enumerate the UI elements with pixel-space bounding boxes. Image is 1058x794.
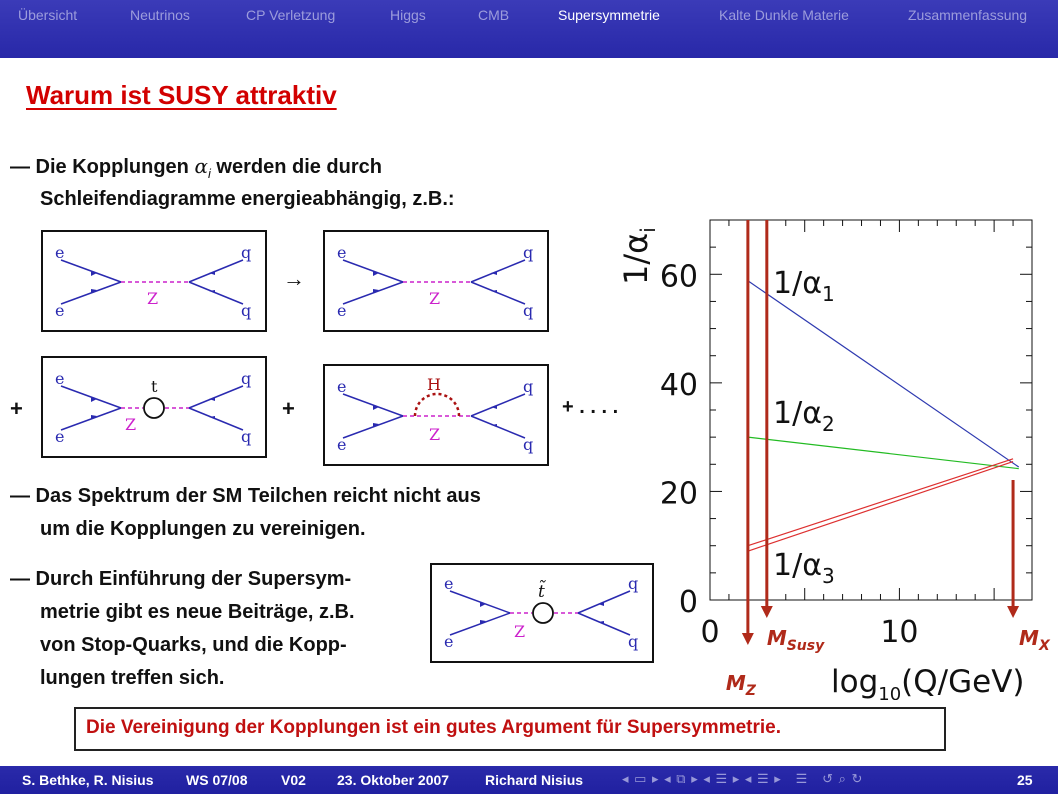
bullet-3-line-2: metrie gibt es neue Beiträge, z.B.: [40, 601, 355, 623]
bullet-1-line-1: [10, 154, 382, 181]
marker-label-z: $M_Z$: [725, 671, 756, 699]
coupling-unification-chart: [615, 205, 1055, 700]
conclusion-box: [74, 707, 946, 751]
footer-term: WS 07/08: [186, 772, 248, 788]
label-e: e: [55, 427, 65, 446]
bullet-1-suffix: werden die durch: [210, 156, 382, 178]
conclusion-text: Die Vereinigung der Kopplungen ist ein gutes Argument für Supersymmetrie.: [86, 717, 782, 738]
continuation-dots: + . . . .: [562, 396, 619, 418]
series-line-1: [748, 281, 1019, 467]
feynman-diagram-tree-2: [323, 230, 549, 332]
series-line-4: [748, 462, 1013, 552]
label-q: q: [523, 301, 534, 320]
series-label-1: $1/\alpha_1$: [773, 266, 835, 306]
x-axis-label: $\log_{10}(Q/GeV)$: [831, 664, 1025, 700]
label-e: e: [337, 435, 347, 454]
nav-item-cp-verletzung[interactable]: CP Verletzung: [246, 7, 336, 23]
label-e: e: [337, 301, 347, 320]
slide-title: Warum ist SUSY attraktiv: [26, 80, 337, 110]
plus-symbol: +: [282, 396, 295, 421]
label-z: Z: [429, 289, 441, 308]
alpha-subscript: i: [207, 166, 211, 181]
label-z: Z: [514, 622, 526, 641]
footer-presenter: Richard Nisius: [485, 772, 584, 788]
label-stop: t̃: [538, 582, 545, 602]
marker-arrowhead: [1007, 606, 1019, 618]
label-t: t: [151, 377, 158, 396]
marker-arrowhead: [742, 633, 754, 645]
label-e: e: [55, 369, 65, 388]
series-label-3: $1/\alpha_3$: [773, 548, 835, 588]
nav-item-cmb[interactable]: CMB: [478, 7, 510, 23]
label-z: Z: [429, 425, 441, 444]
y-tick-label: 60: [659, 259, 698, 295]
bullet-2-line-1: — Das Spektrum der SM Teilchen reicht nicht aus: [10, 485, 481, 507]
y-tick-label: 20: [659, 476, 698, 512]
bullet-3-line-3: von Stop-Quarks, und die Kopp-: [40, 634, 347, 656]
alpha-symbol: α: [194, 154, 208, 178]
marker-label-susy: $M_{Susy}$: [766, 626, 825, 654]
bullet-3-line-4: lungen treffen sich.: [40, 667, 225, 689]
label-h: H: [427, 375, 441, 394]
label-e: e: [337, 377, 347, 396]
nav-item-neutrinos[interactable]: Neutrinos: [130, 7, 190, 23]
label-e: e: [55, 243, 65, 262]
footer-lecture: V02: [281, 772, 306, 788]
marker-label-x: $M_X$: [1019, 626, 1050, 654]
label-q: q: [241, 243, 252, 262]
label-q: q: [523, 435, 534, 454]
nav-item-uebersicht[interactable]: Übersicht: [18, 7, 78, 23]
footer-bar: [0, 766, 1058, 794]
x-axis-ticks: [700, 220, 1032, 650]
label-q: q: [523, 243, 534, 262]
top-navigation: [0, 0, 1058, 58]
feynman-diagram-tree: [41, 230, 267, 332]
feynman-diagram-higgs-loop: [323, 364, 549, 466]
arrow-symbol: →: [283, 266, 305, 291]
footer-authors: S. Bethke, R. Nisius: [22, 772, 154, 788]
label-q: q: [628, 632, 639, 651]
series-line-2: [748, 437, 1019, 468]
x-tick-label: 0: [700, 615, 720, 650]
y-tick-label: 40: [659, 367, 698, 403]
bullet-3-line-1: — Durch Einführung der Supersym-: [10, 568, 352, 590]
beamer-navigation-icons[interactable]: ◂ ▭ ▸ ◂ ⧉ ▸ ◂ ☰ ▸ ◂ ☰ ▸ ☰ ↺ ⌕ ↻: [622, 771, 864, 786]
plot-frame: [710, 220, 1032, 600]
series-label-2: $1/\alpha_2$: [773, 396, 835, 436]
nav-item-kalte-dunkle-materie[interactable]: Kalte Dunkle Materie: [719, 7, 849, 23]
label-e: e: [444, 632, 454, 651]
label-q: q: [523, 377, 534, 396]
footer-page-number: 25: [1017, 772, 1033, 788]
nav-item-zusammenfassung[interactable]: Zusammenfassung: [908, 7, 1028, 23]
plus-symbol: +: [10, 396, 23, 421]
bullet-1-line-2: Schleifendiagramme energieabhängig, z.B.:: [40, 188, 455, 210]
marker-arrowhead: [761, 606, 773, 618]
feynman-diagram-top-loop: [41, 356, 267, 458]
nav-item-supersymmetrie[interactable]: Supersymmetrie: [558, 7, 660, 23]
series-line-3: [748, 459, 1013, 546]
bullet-2-line-2: um die Kopplungen zu vereinigen.: [40, 518, 366, 540]
label-e: e: [55, 301, 65, 320]
footer-date: 23. Oktober 2007: [337, 772, 450, 788]
label-q: q: [241, 369, 252, 388]
label-z: Z: [125, 415, 137, 434]
y-tick-label: 0: [678, 585, 698, 620]
nav-item-higgs[interactable]: Higgs: [390, 7, 426, 23]
x-tick-label: 10: [880, 615, 919, 650]
label-q: q: [628, 574, 639, 593]
y-axis-ticks: [660, 220, 1032, 620]
label-e: e: [444, 574, 454, 593]
label-e: e: [337, 243, 347, 262]
y-axis-label: $1/\alpha_i$: [617, 227, 660, 285]
label-z: Z: [147, 289, 159, 308]
label-q: q: [241, 301, 252, 320]
bullet-1-prefix: — Die Kopplungen: [10, 156, 195, 178]
label-q: q: [241, 427, 252, 446]
